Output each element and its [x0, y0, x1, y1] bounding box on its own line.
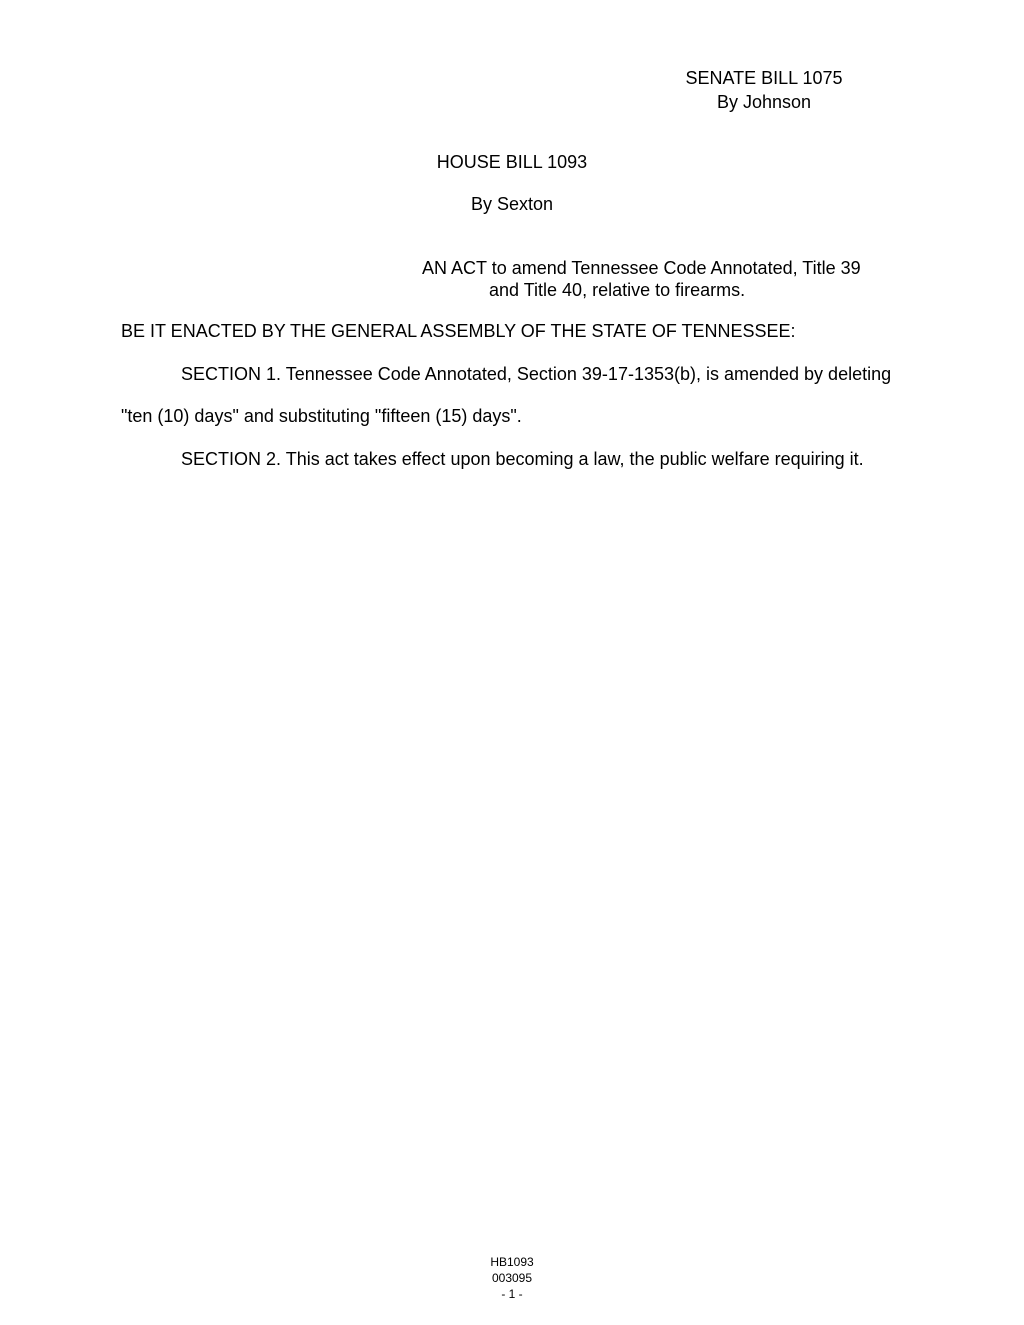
house-bill-sponsor: By Sexton — [470, 194, 554, 214]
house-bill-header — [362, 151, 662, 215]
section-2 — [121, 438, 901, 480]
section-1 — [121, 353, 901, 437]
act-caption-line-1: AN ACT to amend Tennessee Code Annotated, Title 39 — [422, 258, 861, 278]
footer-bill-id: HB1093 — [490, 1255, 534, 1269]
footer-doc-number: 003095 — [491, 1271, 533, 1285]
section-1-text: SECTION 1. Tennessee Code Annotated, Section 39-17-1353(b), is amended by deleting "ten (10) days" and substituting "fifteen (15) days". — [121, 364, 892, 426]
footer-page-number: - 1 - — [501, 1287, 523, 1301]
act-caption-line-2: and Title 40, relative to firearms. — [489, 280, 746, 300]
senate-bill-sponsor: By Johnson — [716, 92, 812, 112]
section-2-text: SECTION 2. This act takes effect upon becoming a law, the public welfare requiring it. — [181, 449, 864, 469]
house-bill-number: HOUSE BILL 1093 — [436, 152, 588, 172]
act-caption — [422, 257, 882, 301]
senate-bill-header — [664, 66, 864, 114]
page-footer — [462, 1254, 562, 1302]
enacting-clause: BE IT ENACTED BY THE GENERAL ASSEMBLY OF THE STATE OF TENNESSEE: — [121, 321, 796, 341]
senate-bill-number: SENATE BILL 1075 — [685, 68, 843, 88]
